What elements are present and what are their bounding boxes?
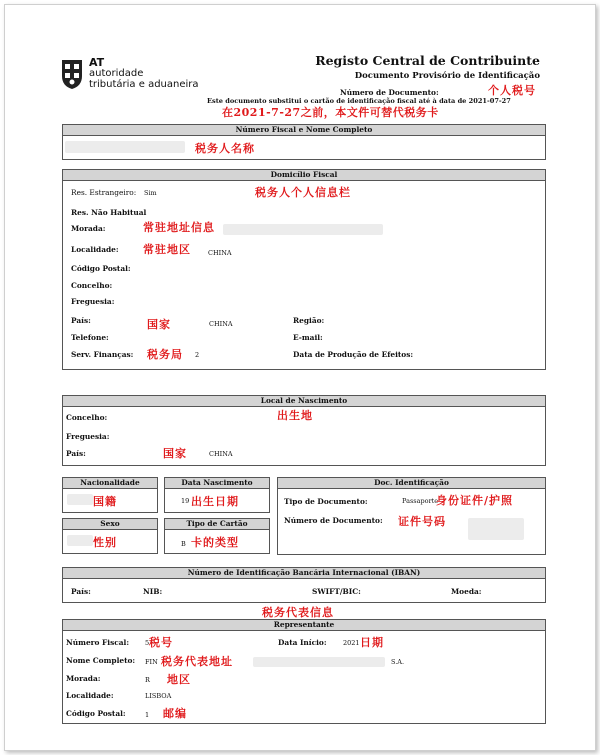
doc-title: Registo Central de Contribuinte [315,53,540,68]
pais-value: CHINA [209,450,233,458]
doc-identificacao-box [277,477,546,555]
concelho-label: Concelho: [66,413,108,422]
rep-nome-suffix: S.A. [391,658,405,666]
pais-label: País: [66,449,86,458]
annotation-id-doc-type: 身份证件/护照 [436,494,514,507]
annotation-rep-postcode: 邮编 [163,707,187,720]
logo-at: AT [89,56,105,69]
freguesia-label: Freguesia: [66,432,110,441]
pais-value: CHINA [209,320,233,328]
rep-nome-prefix: FIN [145,658,158,666]
rep-morada-label: Morada: [66,674,101,683]
section-title: Sexo [63,519,157,530]
rep-nif-prefix: 5 [145,639,150,647]
morada-label: Morada: [71,224,106,233]
redacted-nationality [67,494,93,505]
annotation-locality: 常驻地区 [143,243,191,256]
pais-label: País: [71,316,91,325]
redacted-id-number [468,518,524,540]
rep-nif-label: Número Fiscal: [66,638,130,647]
section-title: Nacionalidade [63,478,157,489]
section-title: Data Nascimento [165,478,269,489]
rep-codigo-postal-prefix: 1 [145,711,150,719]
iban-pais-label: País: [71,587,91,596]
data-producao-label: Data de Produção de Efeitos: [293,350,414,359]
annotation-rep-address: 税务代表地址 [161,655,233,668]
res-nao-habitual-label: Res. Não Habitual [71,208,147,217]
annotation-card-type: 卡的类型 [191,536,239,549]
section-title: Tipo de Cartão [165,519,269,530]
annotation-personal-info: 税务人个人信息栏 [255,186,351,199]
logo-line2: autoridade [89,68,144,79]
annotation-id-number: 证件号码 [398,515,446,528]
numero-documento-label: Número de Documento: [284,516,383,525]
redacted-address [223,224,383,235]
res-estrangeiro-label: Res. Estrangeiro: [71,188,137,197]
tipo-cartao-box [164,518,270,554]
res-estrangeiro-value: Sim [144,189,157,197]
annotation-birth-country: 国家 [163,447,187,460]
annotation-country: 国家 [147,318,171,331]
doc-number-label: Número de Documento: [340,88,439,97]
annotation-address: 常驻地址信息 [143,221,215,234]
iban-nib-label: NIB: [143,587,163,596]
redacted-name [65,141,185,153]
domicilio-fiscal-section [62,169,546,370]
redacted-rep-name [253,657,385,667]
annotation-tax-office: 税务局 [147,348,183,361]
section-title: Número de Identificação Bancária Internacional (IBAN) [63,568,545,579]
rep-morada-prefix: R [145,676,150,684]
doc-notice: Este documento substitui o cartão de identificação fiscal até à data de 2021-07-27 [207,97,511,105]
section-title: Local de Nascimento [63,396,545,407]
annotation-tax-id: 个人税号 [488,84,536,97]
data-nascimento-box [164,477,270,513]
rep-nome-label: Nome Completo: [66,656,136,665]
birth-date-prefix: 19 [181,497,190,505]
localidade-value: CHINA [208,249,232,257]
section-title: Doc. Identificação [278,478,545,489]
iban-moeda-label: Moeda: [451,587,482,596]
annotation-nationality: 国籍 [93,495,117,508]
nacionalidade-box [62,477,158,513]
iban-section [62,567,546,603]
logo-line3: tributária e aduaneira [89,79,199,90]
localidade-label: Localidade: [71,245,119,254]
redacted-sex [67,535,93,546]
annotation-sex: 性别 [93,536,117,549]
annotation-birthplace: 出生地 [277,409,313,422]
annotation-rep-info: 税务代表信息 [262,606,334,619]
rep-data-inicio-label: Data Início: [278,638,327,647]
at-emblem-icon [60,58,84,90]
regiao-label: Região: [293,316,325,325]
tipo-documento-label: Tipo de Documento: [284,497,368,506]
rep-codigo-postal-label: Código Postal: [66,709,126,718]
section-title: Representante [63,620,545,631]
annotation-rep-tax: 税号 [149,636,173,649]
rep-localidade-value: LISBOA [145,692,172,700]
email-label: E-mail: [293,333,323,342]
local-nascimento-section [62,395,546,466]
card-type-prefix: B [181,540,186,548]
annotation-taxpayer-name: 税务人名称 [195,142,255,155]
section-title: Número Fiscal e Nome Completo [63,125,545,136]
annotation-rep-date: 日期 [360,636,384,649]
telefone-label: Telefone: [71,333,109,342]
section-title: Domicílio Fiscal [63,170,545,181]
annotation-birth-date: 出生日期 [191,495,239,508]
tipo-documento-value: Passaporte [402,497,439,505]
serv-financas-value: 2 [195,351,200,359]
sexo-box [62,518,158,554]
iban-swift-label: SWIFT/BIC: [312,587,361,596]
concelho-label: Concelho: [71,281,113,290]
rep-data-inicio-value: 2021 [343,639,360,647]
codigo-postal-label: Código Postal: [71,264,131,273]
annotation-rep-area: 地区 [167,673,191,686]
doc-subtitle: Documento Provisório de Identificação [354,71,540,81]
at-logo [60,56,200,96]
representante-section [62,619,546,724]
freguesia-label: Freguesia: [71,297,115,306]
rep-localidade-label: Localidade: [66,691,114,700]
serv-financas-label: Serv. Finanças: [71,350,134,359]
nif-name-section [62,124,546,160]
annotation-replacement: 在2021-7-27之前，本文件可替代税务卡 [222,106,439,119]
